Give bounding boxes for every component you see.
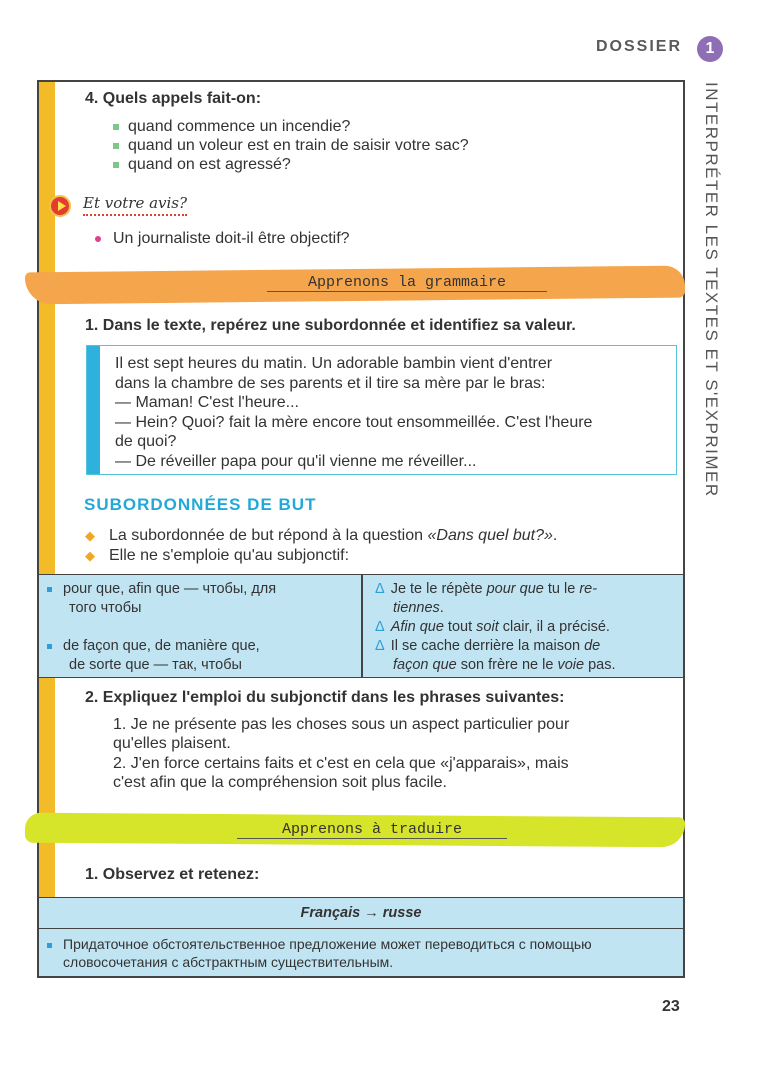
- dossier-number-badge: 1: [697, 36, 723, 62]
- sentence-2: 2. J'en force certains faits et c'est en cela que «j'apparais», mais c'est afin que la compréhension soit plus facile.: [113, 755, 569, 791]
- grammar-banner-title: Apprenons la grammaire: [267, 274, 547, 292]
- page-number: 23: [662, 998, 680, 1015]
- rule-line: ◆ La subordonnée de but répond à la question «Dans quel but?».: [85, 527, 558, 544]
- delta-icon: Δ: [375, 581, 385, 597]
- translate-banner-title: Apprenons à traduire: [237, 821, 507, 839]
- side-section-title: INTERPRÉTER LES TEXTES ET S'EXPRIMER: [702, 82, 721, 498]
- translation-rule: Придаточное обстоятельственное предложение может переводиться с помощью словосочетания с абстрактным существительным.: [39, 929, 683, 976]
- quote-text: Il est sept heures du matin. Un adorable bambin vient d'entrer dans la chambre de ses parents et il tire sa mère par le bras: — Maman! C'est l'heure... — Hein? Quoi? fait la mère encore tout ensommeillée. C'est l'heure de quoi? — De réveiller papa pour qu'il vienne me réveiller...: [115, 355, 593, 470]
- quote-accent-bar: [87, 346, 100, 474]
- quote-box: [86, 345, 677, 475]
- question-4-title: 4. Quels appels fait-on:: [85, 90, 262, 107]
- bullet-square-icon: [113, 162, 119, 168]
- play-icon: [49, 195, 71, 217]
- table-divider: [361, 575, 363, 677]
- translate-question-1: 1. Observez et retenez:: [85, 866, 260, 883]
- opinion-question: Un journaliste doit-il être objectif?: [95, 230, 350, 248]
- rule-line: ◆ Elle ne s'emploie qu'au subjonctif:: [85, 547, 350, 564]
- translation-direction-header: Français → russe: [39, 897, 683, 929]
- bullet-square-icon: [113, 143, 119, 149]
- bullet-dot-icon: [95, 236, 101, 242]
- opinion-heading: Et votre avis?: [83, 194, 187, 216]
- bullet-square-icon: [47, 587, 52, 592]
- table-cell: de façon que, de manière que, de sorte que — так, чтобы: [47, 637, 347, 675]
- delta-icon: Δ: [375, 619, 385, 635]
- table-cell: pour que, afin que — чтобы, для того чтобы: [47, 580, 347, 618]
- list-item: quand un voleur est en train de saisir votre sac?: [113, 137, 469, 155]
- exercise-frame: [37, 80, 685, 978]
- delta-icon: Δ: [375, 638, 385, 654]
- arrow-right-icon: →: [364, 905, 379, 921]
- diamond-icon: ◆: [85, 548, 95, 563]
- list-item: quand commence un incendie?: [113, 118, 350, 136]
- grammar-question-1: 1. Dans le texte, repérez une subordonnée et identifiez sa valeur.: [85, 317, 576, 334]
- section-title: SUBORDONNÉES DE BUT: [84, 495, 317, 514]
- bullet-square-icon: [47, 943, 52, 948]
- bullet-square-icon: [47, 644, 52, 649]
- table-cell: Δ Je te le répète pour que tu le re- tiennes. Δ Afin que tout soit clair, il a précisé. Δ Il se cache derrière la maison de façon que son frère ne le voie pas.: [375, 581, 616, 673]
- grammar-question-2: 2. Expliquez l'emploi du subjonctif dans les phrases suivantes:: [85, 689, 565, 706]
- dossier-label: DOSSIER: [596, 38, 683, 55]
- conjunction-table: [39, 574, 683, 678]
- diamond-icon: ◆: [85, 528, 95, 543]
- bullet-square-icon: [113, 124, 119, 130]
- sentence-1: 1. Je ne présente pas les choses sous un aspect particulier pour qu'elles plaisent.: [113, 716, 570, 752]
- list-item: quand on est agressé?: [113, 156, 291, 174]
